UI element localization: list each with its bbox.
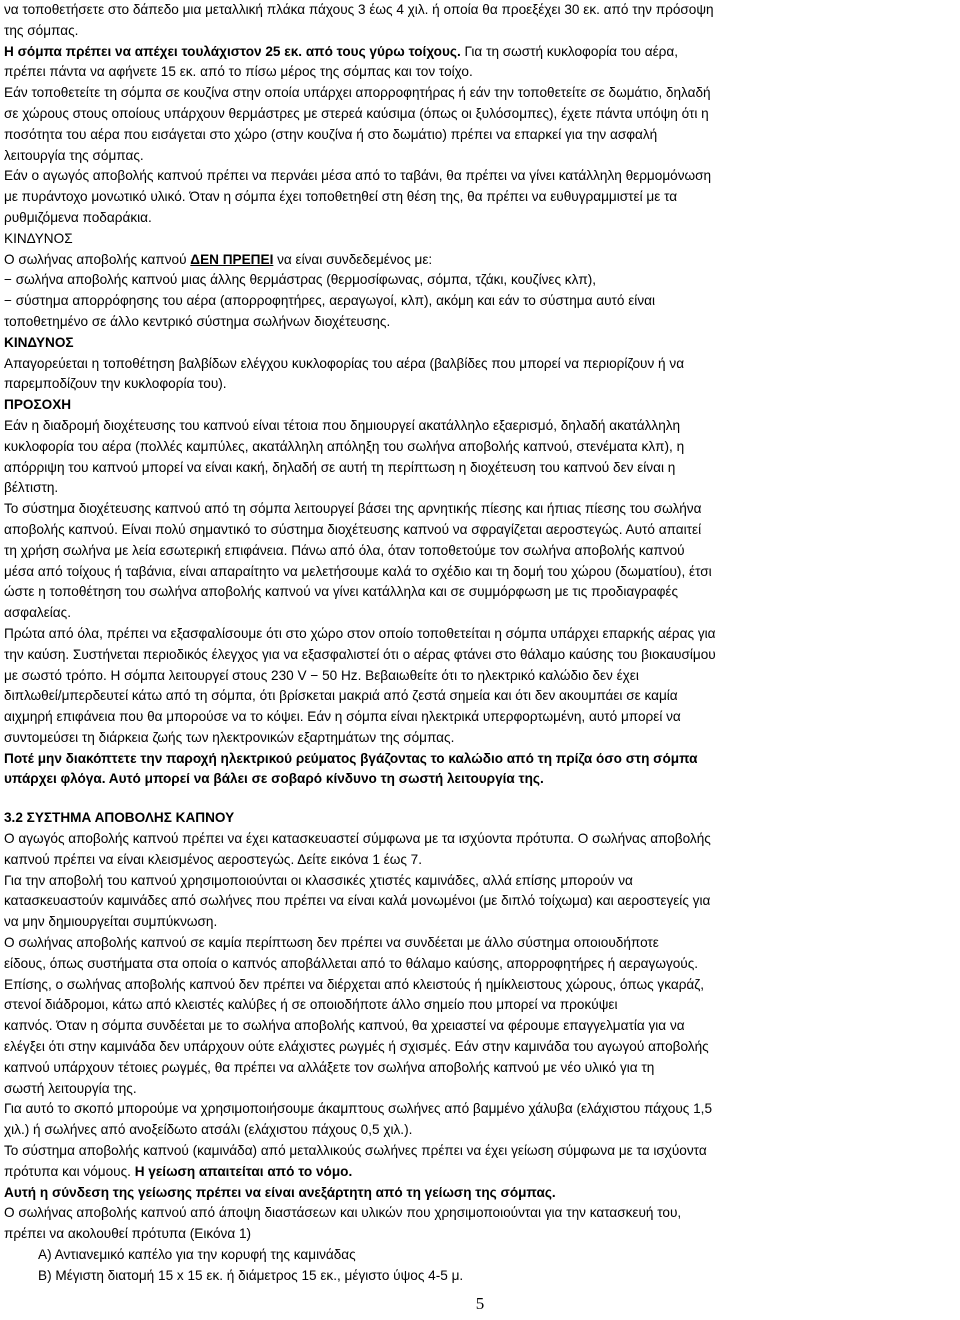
text-line: να τοποθετήσετε στο δάπεδο μια μεταλλική πλάκα πάχους 3 έως 4 χιλ. ή οποία θα προεξέχει 30 εκ. από την πρόσοψη	[4, 2, 714, 17]
text-line: βέλτιστη.	[4, 480, 59, 496]
text-line: καπνού υπάρχουν τέτοιες ρωγμές, θα πρέπει να αλλάξετε τον σωλήνα αποβολής καπνού με νέο υλικό για τη	[4, 1059, 655, 1075]
list-item: Α) Αντιανεμικό καπέλο για την κορυφή της καμινάδας	[38, 1247, 356, 1263]
text-line: σωστή λειτουργία της.	[4, 1080, 137, 1096]
text-line: την καύση. Συστήνεται περιοδικός έλεγχος για να εξασφαλιστεί ότι ο αέρας φτάνει στο θάλαμο καύσης του βιοκαυσίμου	[4, 646, 716, 662]
text-line: συντομεύσει τη διάρκεια ζωής των ηλεκτρονικών εξαρτημάτων της σόμπας.	[4, 729, 455, 745]
text-line: Πρώτα από όλα, πρέπει να εξασφαλίσουμε ότι στο χώρο στον οποίο τοποθετείται η σόμπα υπάρχει επαρκής αέρας για	[4, 625, 716, 641]
text-line	[4, 1162, 956, 1183]
text-line: είδους, όπως συστήματα στα οποία ο καπνός αποβάλλεται από το θάλαμο καύσης, απορροφητήρες ή αεραγωγούς.	[4, 955, 699, 971]
text-line: τη χρήση σωλήνα με λεία εσωτερική επιφάνεια. Πάνω από όλα, όταν τοποθετούμε τον σωλήνα αποβολής καπνού	[4, 542, 685, 558]
text-line: Εάν τοποθετείτε τη σόμπα σε κουζίνα στην οποία υπάρχει απορροφητήρας ή εάν την τοποθετείτε σε δωμάτιο, δηλαδή	[4, 85, 711, 101]
text-line: απόρριψη του καπνού μπορεί να είναι κακή, δηλαδή σε αυτή τη περίπτωση η διοχέτευση του καπνού δεν είναι η	[4, 459, 676, 475]
text-line: Ο αγωγός αποβολής καπνού πρέπει να έχει κατασκευαστεί σύμφωνα με τα ισχύοντα πρότυπα. Ο σωλήνας αποβολής	[4, 831, 711, 847]
text-line: στενοί διάδρομοι, κάτω από κλειστές καλύβες ή σε οποιοδήποτε άλλο σημείο που μπορεί να προκύψει	[4, 997, 618, 1013]
text-line: κυκλοφορία του αέρα (πολλές καμπύλες, ακατάλληλη απόληξη του σωλήνα αποβολής καπνού, στενέματα κλπ), η	[4, 438, 685, 454]
text-line: ρυθμιζόμενα ποδαράκια.	[4, 209, 152, 225]
bold-warning-line: υπάρχει φλόγα. Αυτό μπορεί να βάλει σε σοβαρό κίνδυνο τη σωστή λειτουργία της.	[4, 771, 544, 787]
section-heading: 3.2 ΣΥΣΤΗΜΑ ΑΠΟΒΟΛΗΣ ΚΑΠΝΟΥ	[4, 810, 235, 826]
text-line: να μην δημιουργείται συμπύκνωση.	[4, 914, 218, 930]
bold-text: Η γείωση απαιτείται από το νόμο.	[134, 1163, 353, 1179]
text-line: καπνού πρέπει να είναι κλεισμένος αεροστεγώς. Δείτε εικόνα 1 έως 7.	[4, 851, 422, 867]
bold-text-line: Αυτή η σύνδεση της γείωσης πρέπει να είναι ανεξάρτητη από τη γείωση της σόμπας.	[4, 1184, 556, 1200]
warning-heading: ΚΙΝΔΥΝΟΣ	[4, 334, 74, 350]
text-line: της σόμπας.	[4, 22, 79, 38]
text-line: σε χώρους στους οποίους υπάρχουν θερμάστρες με στερεά καύσιμα (όπως οι ξυλόσομπες), έχετε πάντα υπόψη ότι η	[4, 105, 709, 121]
text-line: Το σύστημα διοχέτευσης καπνού από τη σόμπα λειτουργεί βάσει της αρνητικής πίεσης και ήπιας πίεσης του σωλήνα	[4, 501, 702, 517]
plain-text: Ο σωλήνας αποβολής καπνού	[4, 251, 191, 267]
text-line	[4, 42, 956, 63]
text-line: ποσότητα του αέρα που εισάγεται στο χώρο (στην κουζίνα ή στο δωμάτιο) πρέπει να επαρκεί για την ασφαλή	[4, 126, 658, 142]
text-line: Ο σωλήνας αποβολής καπνού σε καμία περίπτωση δεν πρέπει να συνδέεται με άλλο σύστημα οποιουδήποτε	[4, 935, 659, 951]
text-line: με πυράντοχο μονωτικό υλικό. Όταν η σόμπα έχει τοποθετηθεί στη θέση της, θα πρέπει να ευθυγραμμιστεί με τα	[4, 189, 678, 205]
text-line: Εάν ο αγωγός αποβολής καπνού πρέπει να περνάει μέσα από το ταβάνι, θα πρέπει να γίνει κατάλληλη θερμομόνωση	[4, 168, 712, 184]
text-line: καπνός. Όταν η σόμπα συνδέεται με το σωλήνα αποβολής καπνού, θα χρειαστεί να φέρουμε επαγγελματία για να	[4, 1018, 685, 1034]
text-line	[4, 250, 956, 271]
list-item: − σύστημα απορρόφησης του αέρα (απορροφητήρες, αεραγωγοί, κλπ), ακόμη και εάν το σύστημα αυτό είναι	[4, 293, 655, 309]
plain-text: πρότυπα και νόμους.	[4, 1163, 135, 1179]
text-line: ώστε η τοποθέτηση του σωλήνα αποβολής καπνού να γίνει κατάλληλα και σε συμμόρφωση με τις προδιαγραφές	[4, 584, 679, 600]
paragraph-gap	[4, 790, 956, 808]
text-line: αποβολής καπνού. Είναι πολύ σημαντικό το σύστημα διοχέτευσης καπνού να σφραγίζεται αεροστεγώς. Αυτό απαιτεί	[4, 521, 702, 537]
caution-heading: ΠΡΟΣΟΧΗ	[4, 397, 72, 413]
text-line: πρέπει να ακολουθεί πρότυπα (Εικόνα 1)	[4, 1226, 252, 1242]
text-line: μέσα από τοίχους ή ταβάνια, είναι απαραίτητο να μελετήσουμε καλά το σχέδιο και τη δομή του χώρου (δωματίου), έτσι	[4, 563, 712, 579]
text-line: τοποθετημένο σε άλλο κεντρικό σύστημα σωλήνων διοχέτευσης.	[4, 313, 391, 329]
text-line: κατασκευαστούν καμινάδες από σωλήνες που πρέπει να είναι καλά μονωμένοι (με διπλό τοίχωμα) και αεροστεγείς για	[4, 893, 711, 909]
text-line: Εάν η διαδρομή διοχέτευσης του καπνού είναι τέτοια που δημιουργεί ακατάλληλο εξαερισμό, δηλαδή ακατάλληλη	[4, 417, 681, 433]
text-line: με σωστό τρόπο. Η σόμπα λειτουργεί στους 230 V − 50 Hz. Βεβαιωθείτε ότι το ηλεκτρικό καλώδιο δεν έχει	[4, 667, 639, 683]
text-line: ασφαλείας.	[4, 605, 71, 621]
bold-text: Η σόμπα πρέπει να απέχει τουλάχιστον 25 εκ. από τους γύρω τοίχους.	[4, 43, 461, 59]
text-line: χιλ.) ή σωλήνες από ανοξείδωτο ατσάλι (ελάχιστου πάχους 0,5 χιλ.).	[4, 1122, 413, 1138]
text-line: Για αυτό το σκοπό μπορούμε να χρησιμοποιήσουμε άκαμπτους σωλήνες από βαμμένο χάλυβα (ελάχιστου πάχους 1,5	[4, 1101, 713, 1117]
text-line: Επίσης, ο σωλήνας αποβολής καπνού δεν πρέπει να διέρχεται από κλειστούς ή ημίκλειστους χώρους, όπως γκαράζ,	[4, 976, 705, 992]
list-item: − σωλήνα αποβολής καπνού μιας άλλης θερμάστρας (θερμοσίφωνας, σόμπα, τζάκι, κουζίνες κλπ),	[4, 272, 597, 288]
page-number: 5	[475, 1294, 485, 1313]
text-line: παρεμποδίζουν την κυκλοφορία του).	[4, 376, 227, 392]
text-line: Απαγορεύεται η τοποθέτηση βαλβίδων ελέγχου κυκλοφορίας του αέρα (βαλβίδες που μπορεί να περιορίζουν ή να	[4, 355, 685, 371]
text-line: Για την αποβολή του καπνού χρησιμοποιούνται οι κλασσικές χτιστές καμινάδες, αλλά επίσης μπορούν να	[4, 872, 633, 888]
emphasis-text: ΔΕΝ ΠΡΕΠΕΙ	[190, 251, 274, 267]
text-line: λειτουργία της σόμπας.	[4, 147, 144, 163]
plain-text: Για τη σωστή κυκλοφορία του αέρα,	[460, 43, 679, 59]
text-line: Ο σωλήνας αποβολής καπνού από άποψη διαστάσεων και υλικών που χρησιμοποιούνται για την κατασκευή του,	[4, 1205, 682, 1221]
warning-heading: ΚΙΝΔΥΝΟΣ	[4, 230, 73, 246]
text-line: πρέπει πάντα να αφήνετε 15 εκ. από το πίσω μέρος της σόμπας και τον τοίχο.	[4, 64, 473, 80]
list-item: Β) Μέγιστη διατομή 15 x 15 εκ. ή διάμετρος 15 εκ., μέγιστο ύψος 4-5 μ.	[38, 1267, 464, 1283]
text-line: ελέγξει ότι στην καμινάδα δεν υπάρχουν ούτε ελάχιστες ρωγμές ή σχισμές. Εάν στην καμινάδα του αγωγού αποβολής	[4, 1039, 709, 1055]
text-line: Το σύστημα αποβολής καπνού (καμινάδα) από μεταλλικούς σωλήνες πρέπει να έχει γείωση σύμφωνα με τα ισχύοντα	[4, 1143, 707, 1159]
text-line: αιχμηρή επιφάνεια που θα μπορούσε να το κόψει. Εάν η σόμπα είναι ηλεκτρικά υπερφορτωμένη, αυτό μπορεί να	[4, 709, 681, 725]
plain-text: να είναι συνδεδεμένος με:	[273, 251, 433, 267]
text-line: διπλωθεί/μπερδευτεί κάτω από τη σόμπα, ότι βρίσκεται μακριά από ζεστά σημεία και ότι δεν ακουμπάει σε καμία	[4, 688, 678, 704]
bold-warning-line: Ποτέ μην διακόπτετε την παροχή ηλεκτρικού ρεύματος βγάζοντας το καλώδιο από τη πρίζα όσο στη σόμπα	[4, 750, 698, 766]
